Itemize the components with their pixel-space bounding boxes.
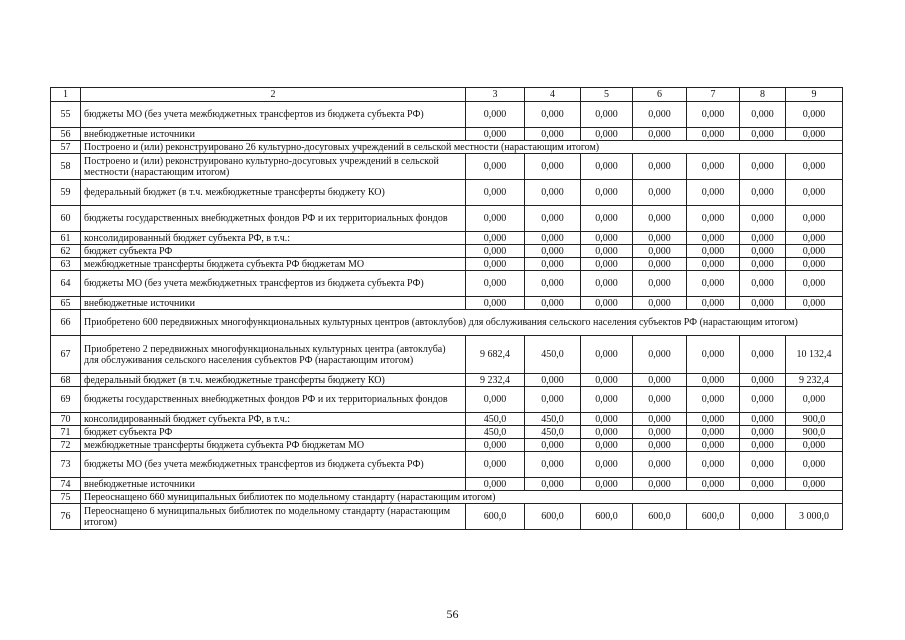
row-description: федеральный бюджет (в т.ч. межбюджетные трансферты бюджету КО) [81, 374, 466, 387]
value-cell: 0,000 [786, 258, 843, 271]
value-cell: 0,000 [633, 336, 687, 374]
value-cell: 0,000 [525, 297, 581, 310]
table-row [51, 491, 843, 504]
section-heading: Переоснащено 660 муниципальных библиотек по модельному стандарту (нарастающим итогом) [81, 491, 843, 504]
value-cell: 0,000 [633, 271, 687, 297]
value-cell: 0,000 [466, 206, 525, 232]
value-cell: 0,000 [525, 387, 581, 413]
section-heading: Построено и (или) реконструировано 26 культурно-досуговых учреждений в сельской местности (нарастающим итогом) [81, 141, 843, 154]
row-description: Переоснащено 6 муниципальных библиотек по модельному стандарту (нарастающим итогом) [81, 504, 466, 530]
value-cell: 0,000 [633, 413, 687, 426]
row-description: Приобретено 2 передвижных многофункциональных культурных центра (автоклуба) для обслуживания сельского населения субъектов РФ (нарастающим итогом) [81, 336, 466, 374]
table-row [51, 426, 843, 439]
value-cell: 0,000 [687, 258, 740, 271]
header-cell: 7 [687, 88, 740, 102]
document-page [50, 87, 842, 530]
value-cell: 0,000 [581, 154, 633, 180]
table-body [51, 88, 843, 530]
budget-table [50, 87, 843, 530]
table-row [51, 141, 843, 154]
value-cell: 0,000 [740, 387, 786, 413]
row-number: 74 [51, 478, 81, 491]
row-number: 68 [51, 374, 81, 387]
value-cell: 600,0 [466, 504, 525, 530]
value-cell: 0,000 [687, 452, 740, 478]
value-cell: 600,0 [687, 504, 740, 530]
table-row [51, 504, 843, 530]
value-cell: 0,000 [740, 374, 786, 387]
value-cell: 0,000 [466, 180, 525, 206]
value-cell: 0,000 [581, 413, 633, 426]
value-cell: 0,000 [786, 297, 843, 310]
value-cell: 0,000 [466, 258, 525, 271]
value-cell: 0,000 [740, 206, 786, 232]
value-cell: 0,000 [581, 387, 633, 413]
row-number: 57 [51, 141, 81, 154]
value-cell: 450,0 [466, 426, 525, 439]
row-description: бюджеты МО (без учета межбюджетных трансфертов из бюджета субъекта РФ) [81, 102, 466, 128]
value-cell: 0,000 [786, 102, 843, 128]
value-cell: 0,000 [581, 452, 633, 478]
value-cell: 0,000 [687, 336, 740, 374]
value-cell: 0,000 [786, 271, 843, 297]
value-cell: 0,000 [633, 180, 687, 206]
value-cell: 0,000 [581, 102, 633, 128]
value-cell: 0,000 [786, 128, 843, 141]
table-row [51, 439, 843, 452]
row-description: бюджет субъекта РФ [81, 426, 466, 439]
value-cell: 0,000 [525, 258, 581, 271]
value-cell: 0,000 [633, 387, 687, 413]
value-cell: 0,000 [740, 413, 786, 426]
value-cell: 0,000 [581, 245, 633, 258]
value-cell: 0,000 [466, 387, 525, 413]
value-cell: 450,0 [525, 336, 581, 374]
value-cell: 0,000 [581, 426, 633, 439]
header-cell: 3 [466, 88, 525, 102]
row-number: 62 [51, 245, 81, 258]
value-cell: 0,000 [633, 452, 687, 478]
value-cell: 0,000 [687, 245, 740, 258]
value-cell: 0,000 [687, 206, 740, 232]
row-description: бюджет субъекта РФ [81, 245, 466, 258]
value-cell: 0,000 [581, 478, 633, 491]
table-row [51, 258, 843, 271]
row-description: внебюджетные источники [81, 297, 466, 310]
row-description: консолидированный бюджет субъекта РФ, в т.ч.: [81, 232, 466, 245]
value-cell: 0,000 [633, 478, 687, 491]
table-row [51, 271, 843, 297]
value-cell: 0,000 [687, 413, 740, 426]
value-cell: 0,000 [633, 426, 687, 439]
value-cell: 0,000 [687, 297, 740, 310]
value-cell: 0,000 [740, 258, 786, 271]
row-number: 73 [51, 452, 81, 478]
value-cell: 0,000 [740, 426, 786, 439]
value-cell: 0,000 [633, 206, 687, 232]
value-cell: 450,0 [525, 426, 581, 439]
value-cell: 3 000,0 [786, 504, 843, 530]
value-cell: 0,000 [687, 128, 740, 141]
value-cell: 0,000 [740, 102, 786, 128]
table-row [51, 478, 843, 491]
table-row [51, 232, 843, 245]
value-cell: 900,0 [786, 426, 843, 439]
value-cell: 0,000 [786, 452, 843, 478]
row-number: 61 [51, 232, 81, 245]
value-cell: 0,000 [633, 232, 687, 245]
value-cell: 0,000 [687, 232, 740, 245]
value-cell: 0,000 [740, 439, 786, 452]
value-cell: 0,000 [687, 102, 740, 128]
value-cell: 0,000 [466, 439, 525, 452]
header-cell: 9 [786, 88, 843, 102]
table-row [51, 297, 843, 310]
value-cell: 0,000 [633, 245, 687, 258]
value-cell: 0,000 [687, 180, 740, 206]
value-cell: 0,000 [786, 245, 843, 258]
row-number: 58 [51, 154, 81, 180]
table-row [51, 452, 843, 478]
value-cell: 0,000 [466, 232, 525, 245]
value-cell: 0,000 [786, 232, 843, 245]
value-cell: 0,000 [633, 374, 687, 387]
value-cell: 0,000 [525, 102, 581, 128]
value-cell: 0,000 [525, 232, 581, 245]
table-row [51, 180, 843, 206]
value-cell: 0,000 [740, 271, 786, 297]
value-cell: 0,000 [525, 206, 581, 232]
value-cell: 0,000 [786, 478, 843, 491]
value-cell: 0,000 [466, 271, 525, 297]
value-cell: 0,000 [525, 439, 581, 452]
value-cell: 0,000 [786, 154, 843, 180]
row-description: бюджеты государственных внебюджетных фондов РФ и их территориальных фондов [81, 387, 466, 413]
value-cell: 0,000 [466, 452, 525, 478]
value-cell: 0,000 [466, 102, 525, 128]
value-cell: 0,000 [786, 439, 843, 452]
row-description: бюджеты МО (без учета межбюджетных трансфертов из бюджета субъекта РФ) [81, 452, 466, 478]
value-cell: 0,000 [740, 504, 786, 530]
value-cell: 0,000 [633, 102, 687, 128]
value-cell: 900,0 [786, 413, 843, 426]
row-number: 64 [51, 271, 81, 297]
value-cell: 0,000 [581, 232, 633, 245]
value-cell: 0,000 [740, 180, 786, 206]
row-number: 71 [51, 426, 81, 439]
value-cell: 0,000 [786, 206, 843, 232]
value-cell: 0,000 [525, 374, 581, 387]
row-number: 63 [51, 258, 81, 271]
value-cell: 0,000 [581, 297, 633, 310]
value-cell: 0,000 [687, 374, 740, 387]
table-row [51, 206, 843, 232]
value-cell: 0,000 [740, 128, 786, 141]
value-cell: 0,000 [581, 439, 633, 452]
value-cell: 0,000 [581, 374, 633, 387]
table-row [51, 102, 843, 128]
value-cell: 0,000 [740, 478, 786, 491]
value-cell: 0,000 [466, 154, 525, 180]
table-row [51, 387, 843, 413]
value-cell: 600,0 [633, 504, 687, 530]
row-number: 55 [51, 102, 81, 128]
row-number: 60 [51, 206, 81, 232]
value-cell: 0,000 [525, 128, 581, 141]
row-number: 72 [51, 439, 81, 452]
value-cell: 0,000 [687, 439, 740, 452]
value-cell: 0,000 [740, 154, 786, 180]
row-description: бюджеты МО (без учета межбюджетных трансфертов из бюджета субъекта РФ) [81, 271, 466, 297]
row-description: Построено и (или) реконструировано культурно-досуговых учреждений в сельской местности (нарастающим итогом) [81, 154, 466, 180]
value-cell: 0,000 [525, 245, 581, 258]
header-cell: 5 [581, 88, 633, 102]
row-number: 75 [51, 491, 81, 504]
value-cell: 0,000 [786, 387, 843, 413]
value-cell: 0,000 [466, 478, 525, 491]
header-cell: 2 [81, 88, 466, 102]
value-cell: 0,000 [581, 258, 633, 271]
table-row [51, 310, 843, 336]
row-description: внебюджетные источники [81, 478, 466, 491]
table-row [51, 374, 843, 387]
value-cell: 0,000 [740, 297, 786, 310]
value-cell: 0,000 [740, 232, 786, 245]
table-row [51, 336, 843, 374]
value-cell: 10 132,4 [786, 336, 843, 374]
section-heading: Приобретено 600 передвижных многофункциональных культурных центров (автоклубов) для обслуживания сельского населения субъектов РФ (нарастающим итогом) [81, 310, 843, 336]
row-description: межбюджетные трансферты бюджета субъекта РФ бюджетам МО [81, 258, 466, 271]
value-cell: 450,0 [525, 413, 581, 426]
value-cell: 0,000 [687, 154, 740, 180]
value-cell: 0,000 [581, 206, 633, 232]
row-number: 59 [51, 180, 81, 206]
row-number: 76 [51, 504, 81, 530]
row-description: внебюджетные источники [81, 128, 466, 141]
value-cell: 0,000 [466, 245, 525, 258]
header-cell: 6 [633, 88, 687, 102]
value-cell: 450,0 [466, 413, 525, 426]
row-description: бюджеты государственных внебюджетных фондов РФ и их территориальных фондов [81, 206, 466, 232]
header-cell: 4 [525, 88, 581, 102]
value-cell: 0,000 [581, 271, 633, 297]
value-cell: 0,000 [466, 128, 525, 141]
value-cell: 0,000 [581, 128, 633, 141]
row-number: 70 [51, 413, 81, 426]
row-description: консолидированный бюджет субъекта РФ, в т.ч.: [81, 413, 466, 426]
value-cell: 0,000 [633, 154, 687, 180]
value-cell: 0,000 [740, 336, 786, 374]
page-number: 56 [446, 607, 459, 621]
value-cell: 0,000 [581, 180, 633, 206]
value-cell: 0,000 [786, 180, 843, 206]
value-cell: 0,000 [633, 439, 687, 452]
value-cell: 0,000 [687, 426, 740, 439]
value-cell: 9 682,4 [466, 336, 525, 374]
row-number: 66 [51, 310, 81, 336]
header-row [51, 88, 843, 102]
table-row [51, 413, 843, 426]
value-cell: 0,000 [633, 128, 687, 141]
row-number: 56 [51, 128, 81, 141]
value-cell: 600,0 [581, 504, 633, 530]
row-description: федеральный бюджет (в т.ч. межбюджетные трансферты бюджету КО) [81, 180, 466, 206]
value-cell: 0,000 [525, 478, 581, 491]
table-row [51, 245, 843, 258]
table-row [51, 128, 843, 141]
value-cell: 0,000 [633, 297, 687, 310]
value-cell: 0,000 [687, 387, 740, 413]
row-number: 67 [51, 336, 81, 374]
value-cell: 0,000 [581, 336, 633, 374]
value-cell: 0,000 [740, 452, 786, 478]
value-cell: 0,000 [740, 245, 786, 258]
value-cell: 0,000 [466, 297, 525, 310]
value-cell: 9 232,4 [786, 374, 843, 387]
value-cell: 0,000 [525, 154, 581, 180]
value-cell: 0,000 [525, 180, 581, 206]
header-cell: 8 [740, 88, 786, 102]
value-cell: 0,000 [525, 452, 581, 478]
header-cell: 1 [51, 88, 81, 102]
row-number: 69 [51, 387, 81, 413]
table-row [51, 154, 843, 180]
value-cell: 0,000 [687, 271, 740, 297]
row-description: межбюджетные трансферты бюджета субъекта РФ бюджетам МО [81, 439, 466, 452]
value-cell: 0,000 [633, 258, 687, 271]
value-cell: 9 232,4 [466, 374, 525, 387]
row-number: 65 [51, 297, 81, 310]
value-cell: 0,000 [687, 478, 740, 491]
value-cell: 600,0 [525, 504, 581, 530]
value-cell: 0,000 [525, 271, 581, 297]
